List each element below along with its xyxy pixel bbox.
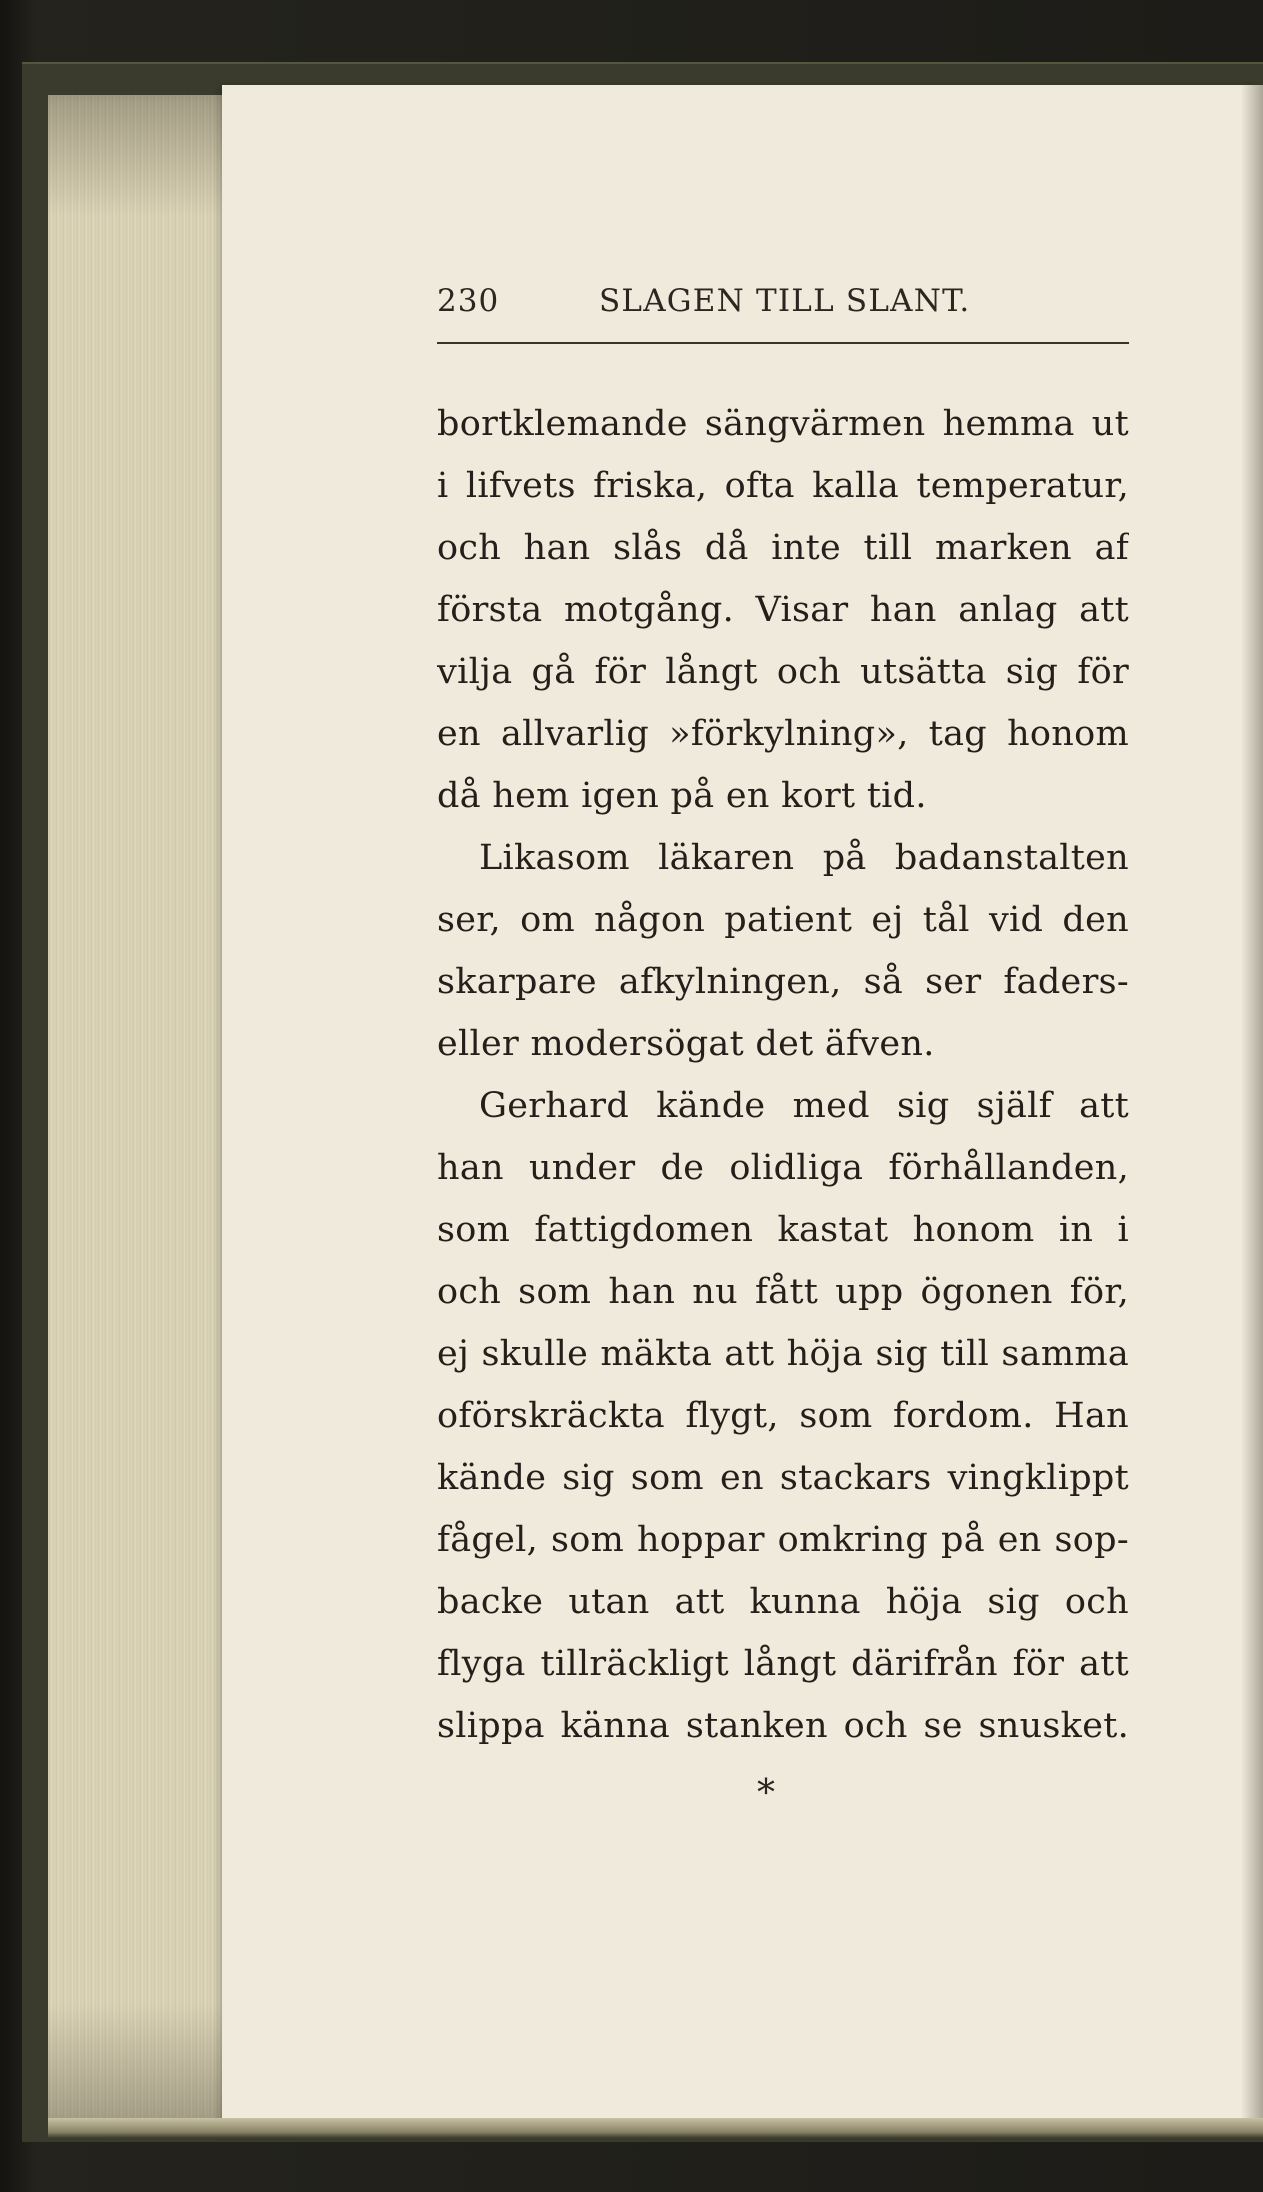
text-line: då hem igen på en kort tid. (437, 776, 927, 816)
text-line: Likasom läkaren på badanstalten (479, 838, 1129, 878)
text-line: en allvarlig »förkylning», tag honom (437, 714, 1129, 754)
text-line: bortklemande sängvärmen hemma ut (437, 404, 1129, 444)
text-line: Gerhard kände med sig själf att (479, 1086, 1129, 1126)
text-line: fågel, som hoppar omkring på en sop- (437, 1520, 1129, 1560)
running-head (437, 283, 1129, 323)
page-stack-edge (48, 95, 228, 2125)
text-line: som fattigdomen kastat honom in i (437, 1210, 1129, 1250)
text-line: han under de olidliga förhållanden, (437, 1148, 1129, 1188)
text-line: backe utan att kunna höja sig och (437, 1582, 1129, 1622)
section-break-asterisk: * (757, 1773, 775, 1814)
page-bottom-edge (48, 2118, 1263, 2138)
text-line: i lifvets friska, ofta kalla temperatur, (437, 466, 1129, 506)
page-number: 230 (437, 283, 500, 319)
body-text (437, 393, 1129, 1757)
text-line: slippa känna stanken och se snusket. (437, 1706, 1129, 1746)
text-line: kände sig som en stackars vingklippt (437, 1458, 1129, 1498)
text-line: flyga tillräckligt långt därifrån för att (437, 1644, 1129, 1684)
text-line: vilja gå för långt och utsätta sig för (437, 652, 1129, 692)
running-title: SLAGEN TILL SLANT. (599, 283, 971, 319)
header-rule (437, 342, 1129, 344)
text-line: ej skulle mäkta att höja sig till samma (437, 1334, 1129, 1374)
text-line: eller modersögat det äfven. (437, 1024, 935, 1064)
text-line: skarpare afkylningen, så ser faders- (437, 962, 1129, 1002)
text-line: första motgång. Visar han anlag att (437, 590, 1129, 630)
text-line: och han slås då inte till marken af (437, 528, 1129, 568)
text-line: och som han nu fått upp ögonen för, (437, 1272, 1129, 1312)
page-gutter-shadow (1241, 85, 1263, 2135)
text-line: ser, om någon patient ej tål vid den (437, 900, 1129, 940)
text-line: oförskräckta flygt, som fordom. Han (437, 1396, 1129, 1436)
